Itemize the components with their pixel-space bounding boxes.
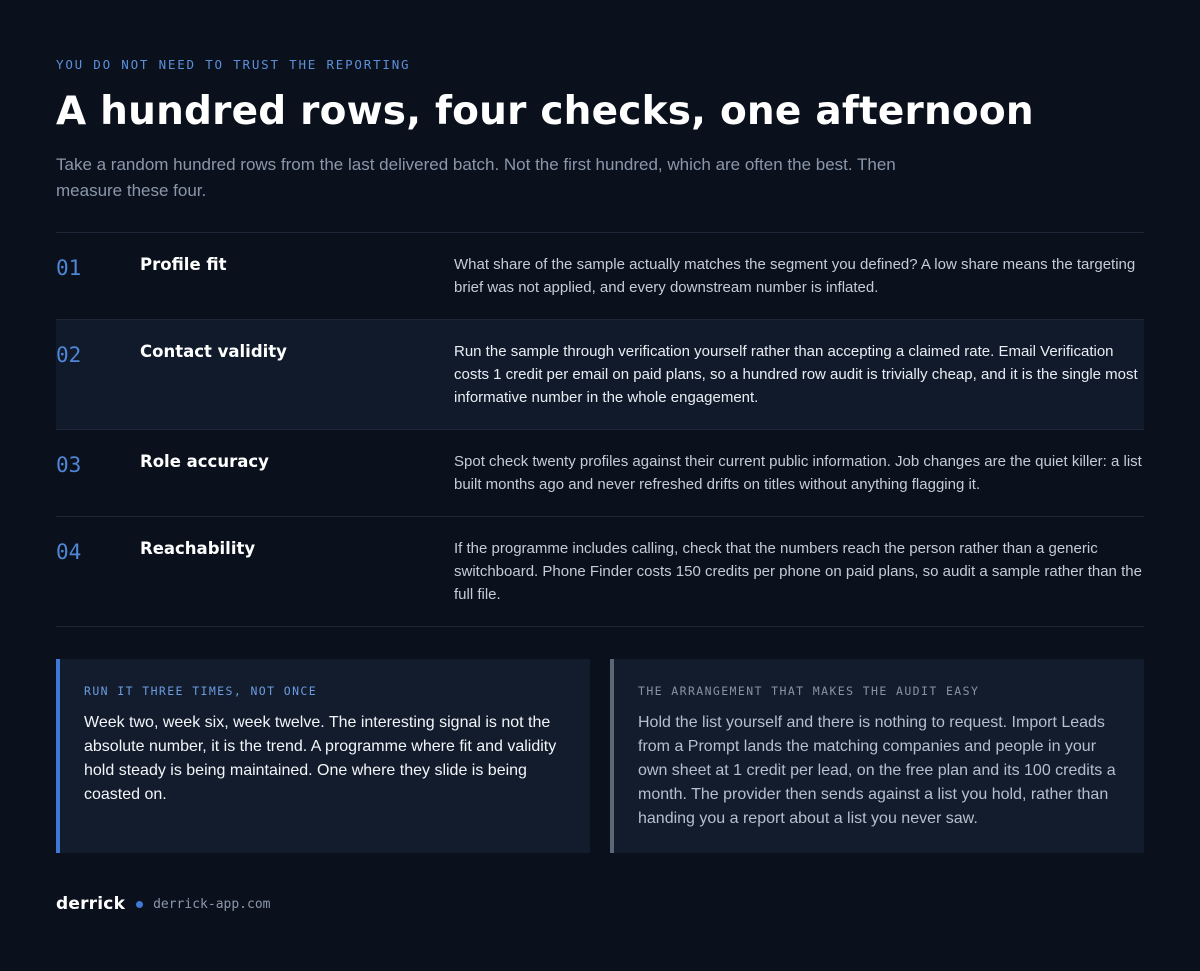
check-row-profile-fit [56,233,1144,320]
check-description: What share of the sample actually matches the segment you defined? A low share means the targeting brief was not applied, and every downstream number is inflated. [454,256,1136,296]
check-name: Profile fit [140,255,227,274]
check-row-role-accuracy [56,430,1144,517]
check-name: Reachability [140,539,256,558]
callouts [56,659,1144,853]
page-title: A hundred rows, four checks, one afternoon [56,89,1034,134]
check-name: Contact validity [140,342,287,361]
check-description: Spot check twenty profiles against their current public information. Job changes are the quiet killer: a list built months ago and never refreshed drifts on titles without anything flagging it. [454,453,1142,493]
callout-arrangement [610,659,1144,853]
page [56,56,1144,914]
dot-separator-icon [136,901,143,908]
callout-text: Hold the list yourself and there is nothing to request. Import Leads from a Prompt lands the matching companies and people in your own sheet at 1 credit per lead, on the free plan and its 100 credits a month. The provider then sends against a list you hold, rather than handing you a report about a list you never saw. [638,714,1116,827]
footer-domain: derrick-app.com [153,896,271,912]
footer [56,892,270,916]
callout-trend [56,659,590,853]
check-description: If the programme includes calling, check that the numbers reach the person rather than a generic switchboard. Phone Finder costs 150 credits per phone on paid plans, so audit a sample rather than the full file. [454,540,1142,603]
page-subtitle: Take a random hundred rows from the last delivered batch. Not the first hundred, which are often the best. Then measure these four. [56,155,896,200]
check-row-contact-validity [56,320,1144,430]
callout-text: Week two, week six, week twelve. The interesting signal is not the absolute number, it is the trend. A programme where fit and validity hold steady is being maintained. One where they slide is being coasted on. [84,714,557,803]
checks-list [56,232,1144,627]
eyebrow: YOU DO NOT NEED TO TRUST THE REPORTING [56,57,411,72]
check-row-reachability [56,517,1144,627]
check-number: 02 [56,343,82,367]
check-number: 03 [56,453,82,477]
callout-label: THE ARRANGEMENT THAT MAKES THE AUDIT EASY [638,684,980,698]
callout-label: RUN IT THREE TIMES, NOT ONCE [84,684,318,698]
check-description: Run the sample through verification yourself rather than accepting a claimed rate. Email Verification costs 1 credit per email on paid plans, so a hundred row audit is trivially cheap, and it is the single most informative number in the whole engagement. [454,343,1138,406]
check-name: Role accuracy [140,452,269,471]
brand-logo: derrick [56,894,126,914]
check-number: 01 [56,256,82,280]
check-number: 04 [56,540,82,564]
